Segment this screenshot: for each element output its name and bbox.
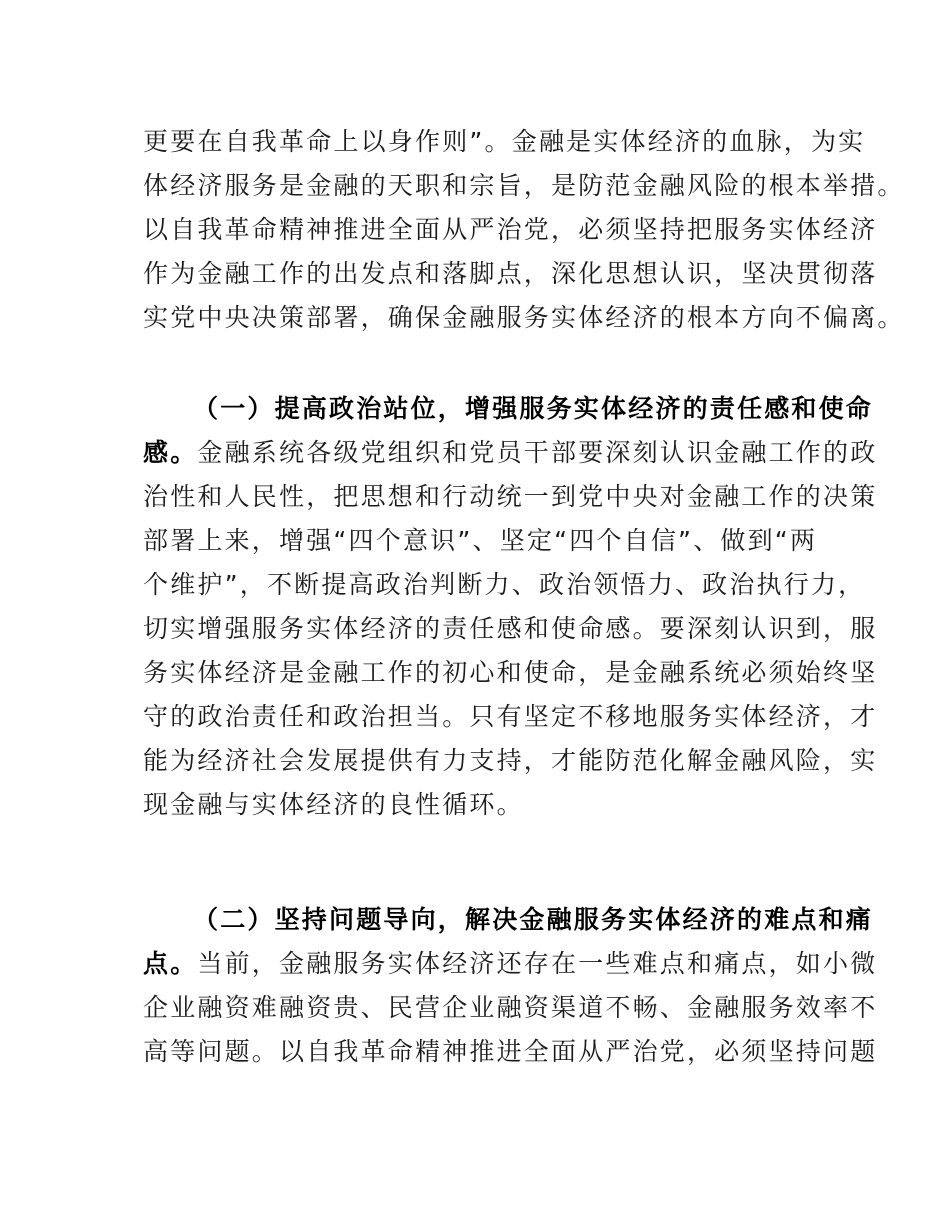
paragraph-line: 体经济服务是金融的天职和宗旨，是防范金融风险的根本举措。 [143,171,905,200]
paragraph-line: 更要在自我革命上以身作则”。金融是实体经济的血脉，为实 [143,127,866,156]
section-two [143,898,878,1074]
paragraph-text: 金融系统各级党组织和党员干部要深刻认识金融工作的政 [197,438,878,467]
paragraph-line: 能为经济社会发展提供有力支持，才能防范化解金融风险，实 [143,746,878,775]
paragraph-line: 企业融资难融资贵、民营企业融资渠道不畅、金融服务效率不 [143,993,878,1022]
paragraph-line: 部署上来，增强“四个意识”、坚定“四个自信”、做到“两 [143,526,818,555]
paragraph-line: 务实体经济是金融工作的初心和使命，是金融系统必须始终坚 [143,658,878,687]
paragraph-line: 高等问题。以自我革命精神推进全面从严治党，必须坚持问题 [143,1037,878,1066]
paragraph-line: 以自我革命精神推进全面从严治党，必须坚持把服务实体经济 [143,215,878,244]
paragraph-line: 治性和人民性，把思想和行动统一到党中央对金融工作的决策 [143,482,878,511]
section-heading: （一）提高政治站位，增强服务实体经济的责任感和使命 [193,394,874,423]
paragraph-line: 现金融与实体经济的良性循环。 [143,790,524,819]
section-one [143,387,878,827]
section-heading-tail: 感。 [143,438,198,467]
paragraph-line: 个维护”，不断提高政治判断力、政治领悟力、政治执行力， [143,570,866,599]
paragraph-line [143,942,878,986]
paragraph-line: 守的政治责任和政治担当。只有坚定不移地服务实体经济，才 [143,702,878,731]
section-heading: （二）坚持问题导向，解决金融服务实体经济的难点和痛 [193,905,874,934]
paragraph-line: 切实增强服务实体经济的责任感和使命感。要深刻认识到，服 [143,614,878,643]
paragraph-line: 实党中央决策部署，确保金融服务实体经济的根本方向不偏离。 [143,303,905,332]
paragraph-line [143,431,878,475]
paragraph-intro [143,120,905,340]
paragraph-text: 当前，金融服务实体经济还存在一些难点和痛点，如小微 [197,949,878,978]
section-heading-tail: 点。 [143,949,198,978]
paragraph-line: 作为金融工作的出发点和落脚点，深化思想认识，坚决贯彻落 [143,259,878,288]
